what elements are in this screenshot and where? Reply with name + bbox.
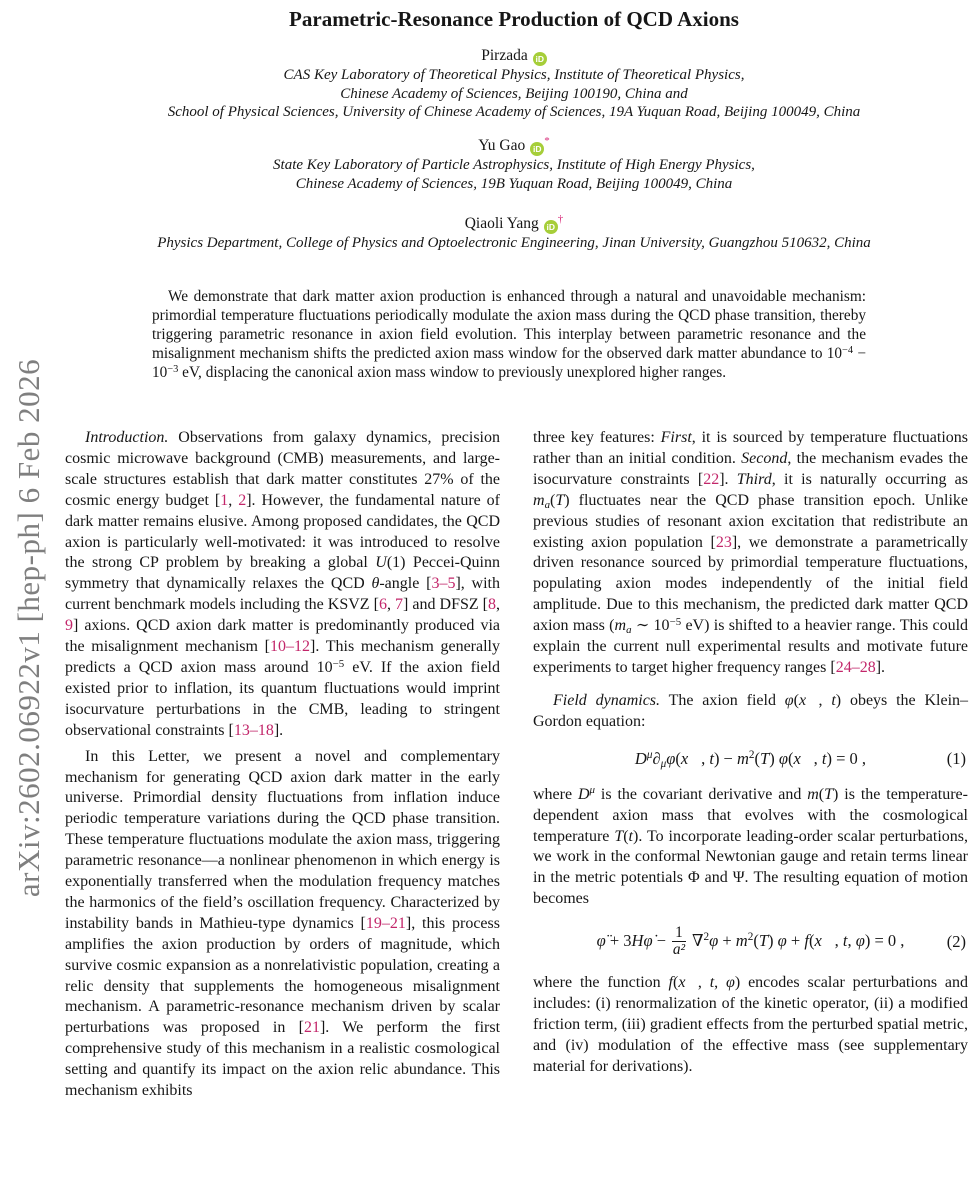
text-segment: 2 xyxy=(748,749,755,762)
text-segment: ( xyxy=(672,974,679,992)
text-segment: t xyxy=(709,748,714,768)
text-segment: ], with current benchmark models including the KSVZ [ xyxy=(65,575,501,614)
text-segment: t xyxy=(821,748,827,768)
text-segment: t xyxy=(628,827,633,845)
text-segment: ], we demonstrate a parametrically driven resonance sourced by primordial temperature fluctuations, populating axion modes independently of the initial field amplitude. Due to this mechanism, the predicted dark matter QCD axion mass ( xyxy=(533,533,968,635)
paragraph xyxy=(533,785,968,910)
text-segment: −3 xyxy=(167,363,179,375)
equation-number: (1) xyxy=(946,748,966,768)
text-segment: First xyxy=(660,429,692,446)
text-segment: μ xyxy=(589,784,596,797)
text-segment: ) xyxy=(769,748,779,768)
text-segment: The axion field xyxy=(660,691,785,709)
text-segment: a xyxy=(544,498,550,511)
equation xyxy=(533,925,968,958)
orcid-icon[interactable]: iD xyxy=(530,142,544,156)
text-segment: ) fluctuates near the QCD phase transition epoch. Unlike previous studies of resonant axion excitation that redistribute an existing axion population [ xyxy=(533,491,968,551)
citation-link[interactable]: 7 xyxy=(395,596,403,614)
author-name xyxy=(60,46,968,66)
text-segment: a xyxy=(626,624,632,637)
citation-link[interactable]: 23 xyxy=(715,533,732,551)
equation-body xyxy=(634,748,867,771)
text-segment: ) = 0 , xyxy=(864,930,905,950)
text-segment: three key features: xyxy=(533,429,661,446)
text-segment: T xyxy=(614,827,624,845)
text-segment: D xyxy=(634,748,647,768)
text-segment: −5 xyxy=(332,657,345,670)
text-segment: t xyxy=(831,691,836,709)
text-segment: ( xyxy=(808,930,815,950)
affiliation-line: CAS Key Laboratory of Theoretical Physics, Institute of Theoretical Physics, xyxy=(283,67,745,83)
text-segment: eV) is shifted to a heavier range. This could explain the current null experimental results and motivate future experiments to target higher frequency ranges [ xyxy=(533,617,969,676)
text-segment: m xyxy=(614,617,627,635)
affiliation-line: Chinese Academy of Sciences, Beijing 100190, China and xyxy=(340,85,688,102)
text-segment: , xyxy=(228,491,239,509)
text-segment: ( xyxy=(675,748,681,768)
author-name xyxy=(60,214,968,234)
text-segment: t xyxy=(842,930,848,950)
text-segment: ]. xyxy=(273,721,284,739)
affiliation-line: Physics Department, College of Physics and Optoelectronic Engineering, Jinan University, Guangzhou 510632, China xyxy=(157,234,871,251)
text-segment: D xyxy=(577,785,590,803)
text-segment: ], this process amplifies the axion production by orders of magnitude, which survive cosmic expansion as a nonrelativistic population, creating a relic density that supplements the homogeneous misalignment mechanism. A parametric-resonance mechanism driven by scalar perturbations was proposed in [ xyxy=(65,914,500,1037)
text-segment: f xyxy=(668,974,673,992)
text-segment: ) = 0 , xyxy=(826,748,867,768)
column-left xyxy=(65,428,500,1102)
text-segment: , the mechanism evades the isocurvature constraints [ xyxy=(533,449,968,488)
citation-link[interactable]: 1 xyxy=(220,491,229,509)
text-segment: − 10 xyxy=(152,345,866,381)
citation-link[interactable]: 22 xyxy=(703,470,720,488)
text-segment: φ xyxy=(778,748,788,768)
text-segment: + 3 xyxy=(605,930,632,950)
text-segment: Hφ̇ xyxy=(631,930,653,950)
fraction: $\frac{1}{\text{a²}}$ xyxy=(672,924,686,959)
text-segment: eV, displacing the canonical axion mass window to previously unexplored higher ranges. xyxy=(178,364,727,381)
paragraph xyxy=(533,973,968,1078)
author-group xyxy=(60,136,968,193)
text-segment: f xyxy=(804,930,809,950)
text-segment: ∂ xyxy=(652,748,661,768)
text-segment: , xyxy=(818,691,832,709)
text-segment: x⃗ xyxy=(678,974,698,992)
text-segment: , xyxy=(714,974,727,992)
text-segment: ]. This mechanism generally predicts a QCD axion mass around 10 xyxy=(65,638,501,676)
author-footnote-mark[interactable]: * xyxy=(544,134,550,147)
text-segment: ( xyxy=(754,748,761,768)
text-segment: where the function xyxy=(533,974,669,992)
text-segment: U xyxy=(375,554,387,572)
author-name xyxy=(60,136,968,156)
text-segment: − xyxy=(652,930,671,950)
text-segment: φ̈ xyxy=(596,930,606,950)
text-segment: ] axions. QCD axion dark matter is predominantly produced via the misalignment mechanism [ xyxy=(65,617,500,656)
text-segment: φ xyxy=(855,930,865,950)
text-segment: m xyxy=(737,748,749,768)
text-segment: ∇ xyxy=(687,930,704,950)
text-segment: , it is sourced by temperature fluctuations rather than an initial condition. xyxy=(533,429,968,467)
text-segment: −5 xyxy=(669,615,682,628)
text-segment: T xyxy=(555,491,565,509)
text-segment: ]. However, the fundamental nature of dark matter remains elusive. Among proposed candidates, the QCD axion is particularly well-motivated: it was introduced to resolve the strong CP problem by breaking a global xyxy=(65,491,501,572)
author-name-text: Yu Gao xyxy=(478,137,526,155)
citation-link[interactable]: 2 xyxy=(238,491,247,509)
text-segment: ] and DFSZ [ xyxy=(403,596,489,614)
text-segment: ) obeys the Klein–Gordon equation: xyxy=(533,691,969,730)
citation-link[interactable]: 24–28 xyxy=(835,658,876,676)
text-segment: m xyxy=(533,491,545,509)
text-segment: x⃗ xyxy=(793,748,814,768)
text-segment: We demonstrate that dark matter axion production is enhanced through a natural and unavoidable mechanism: primordial temperature fluctuations periodically modulate the axion mass during the QCD phase transition, thereby triggering parametric resonance in axion field evolution. This interplay between parametric resonance and the misalignment mechanism shifts the predicted axion mass window for the observed dark matter abundance to 10 xyxy=(152,288,866,362)
text-segment: (1) Peccei-Quinn symmetry that dynamically relaxes the QCD xyxy=(65,554,500,593)
text-segment: x⃗ xyxy=(814,930,835,950)
author-name-text: Pirzada xyxy=(481,47,528,64)
text-segment: ( xyxy=(753,930,759,950)
author-name-text: Qiaoli Yang xyxy=(464,214,539,232)
text-segment: −4 xyxy=(842,344,854,356)
text-segment: ]. xyxy=(875,658,886,676)
author-group xyxy=(60,214,968,253)
paper-title: Parametric-Resonance Production of QCD Axions xyxy=(289,7,739,31)
text-segment: T xyxy=(760,748,770,768)
text-segment: φ xyxy=(784,691,794,709)
abstract xyxy=(152,287,866,382)
paragraph xyxy=(65,428,500,742)
text-segment: ( xyxy=(787,748,794,768)
paper-header xyxy=(60,0,968,252)
text-segment: ( xyxy=(623,827,629,845)
text-segment: ) − xyxy=(713,748,737,768)
column-right xyxy=(533,428,968,1078)
text-segment: eV. If the axion field existed prior to inflation, its quantum fluctuations would imprint isocurvature perturbations in the CMB, leading to stringent observational constraints [ xyxy=(65,658,500,739)
text-segment: , xyxy=(496,596,501,614)
text-segment: , xyxy=(834,930,843,950)
text-segment: ]. xyxy=(719,470,737,488)
text-segment: , xyxy=(847,930,856,950)
text-segment: ) xyxy=(768,930,778,950)
text-segment: m xyxy=(807,785,819,803)
text-segment: ) is the temperature-dependent axion mass that evolves with the cosmological temperature xyxy=(533,785,968,845)
paragraph xyxy=(65,747,500,1102)
affiliation-line: Chinese Academy of Sciences, 19B Yuquan Road, Beijing 100049, China xyxy=(295,175,733,192)
text-segment: ( xyxy=(818,785,825,803)
text-segment: In this Letter, we present a novel and complementary mechanism for generating QCD axion dark matter in the early universe. Primordial density fluctuations from inflation induce periodic temperature variations during the QCD phase transition. These temperature fluctuations modulate the axion mass, triggering parametric resonance—a nonlinear phenomenon in which energy is exponentially transferred when the modulation frequency matches the harmonics of the field’s oscillation frequency. Characterized by instability bands in Mathieu-type dynamics [ xyxy=(65,747,500,932)
text-segment: ( xyxy=(550,491,556,509)
text-segment: ( xyxy=(793,691,799,709)
text-segment: Field dynamics. xyxy=(553,691,661,709)
equation-number: (2) xyxy=(946,931,966,951)
author-footnote-mark[interactable]: † xyxy=(557,212,564,225)
authors-block xyxy=(60,46,968,252)
text-segment: Second xyxy=(741,449,788,467)
text-segment: μ xyxy=(646,749,653,762)
equation-body xyxy=(596,924,905,959)
text-segment: t xyxy=(709,974,715,992)
affiliation-line: School of Physical Sciences, University of Chinese Academy of Sciences, 19A Yuquan Road, Beijing 100049, China xyxy=(167,104,861,121)
text-segment: ) encodes scalar perturbations and includes: (i) renormalization of the kinetic operator, (ii) a modified friction term, (iii) gradient effects from the perturbed spatial metric, and (iv) modulation of the effective mass (see supplementary material for derivations). xyxy=(533,974,969,1075)
text-segment: T xyxy=(758,930,769,950)
affiliation-line: State Key Laboratory of Particle Astrophysics, Institute of High Energy Physics, xyxy=(273,157,755,174)
text-segment: Introduction. xyxy=(85,429,169,446)
text-segment: , xyxy=(386,596,395,614)
text-segment: m xyxy=(735,930,748,950)
text-segment: Observations from galaxy dynamics, precision cosmic microwave background (CMB) measurements, and large-scale structures establish that dark matter constitutes 27% of the cosmic energy budget [ xyxy=(65,429,500,509)
text-segment: φ xyxy=(666,748,676,768)
citation-link[interactable]: 8 xyxy=(488,596,497,614)
orcid-icon[interactable]: iD xyxy=(533,52,547,66)
text-segment: x⃗ xyxy=(798,691,819,709)
citation-link[interactable]: 9 xyxy=(65,617,73,635)
text-segment: where xyxy=(533,785,578,803)
text-segment: , xyxy=(697,974,710,992)
paragraph xyxy=(533,428,968,679)
arxiv-watermark: arXiv:2602.06922v1 [hep-ph] 6 Feb 2026 xyxy=(11,358,46,898)
text-segment: , xyxy=(701,748,710,768)
text-segment: φ xyxy=(709,930,719,950)
paragraph xyxy=(533,691,968,733)
citation-link[interactable]: 10–12 xyxy=(269,638,310,656)
citation-link[interactable]: 3–5 xyxy=(431,575,456,593)
citation-link[interactable]: 21 xyxy=(303,1019,320,1037)
text-segment: , it is naturally occurring as xyxy=(771,470,969,488)
text-segment: 2 xyxy=(703,930,710,943)
text-segment: + xyxy=(786,930,805,950)
text-segment: φ xyxy=(726,974,735,992)
citation-link[interactable]: 19–21 xyxy=(365,914,406,932)
equation xyxy=(533,748,968,770)
text-segment: -angle [ xyxy=(379,575,432,593)
orcid-icon[interactable]: iD xyxy=(544,220,558,234)
text-segment: + xyxy=(718,930,736,950)
text-segment: T xyxy=(824,785,834,803)
text-segment: θ xyxy=(371,575,380,593)
text-segment: , xyxy=(813,748,822,768)
text-segment: μ xyxy=(660,758,667,771)
text-segment: Third xyxy=(736,470,772,488)
text-segment: ]. We perform the first comprehensive study of this mechanism in a realistic cosmological setting and quantify its impact on the axion relic abundance. This mechanism exhibits xyxy=(65,1019,501,1100)
citation-link[interactable]: 6 xyxy=(378,596,387,614)
text-segment: is the covariant derivative and xyxy=(595,785,808,803)
text-segment: x⃗ xyxy=(680,748,702,768)
text-segment: 2 xyxy=(747,930,754,943)
text-segment: ∼ 10 xyxy=(631,617,670,635)
text-segment: φ xyxy=(777,930,787,950)
citation-link[interactable]: 13–18 xyxy=(233,721,274,739)
author-group xyxy=(60,46,968,122)
text-segment: ). To incorporate leading-order scalar perturbations, we work in the conformal Newtonian gauge and retain terms linear in the metric potentials Φ and Ψ. The resulting equation of motion becomes xyxy=(533,827,968,908)
